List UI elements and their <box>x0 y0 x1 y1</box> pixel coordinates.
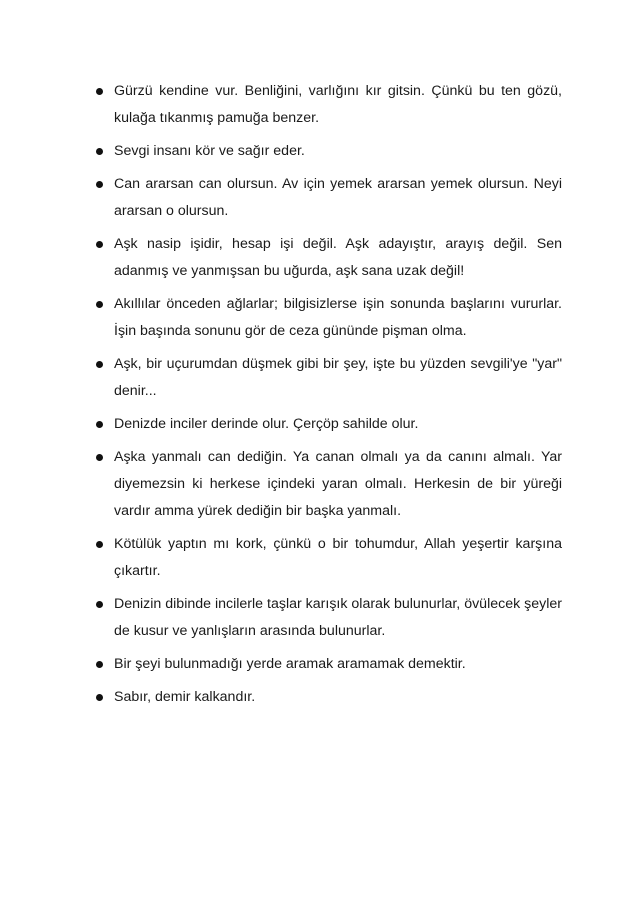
bullet-icon <box>96 148 103 155</box>
quote-text: Bir şeyi bulunmadığı yerde aramak aramamak demektir. <box>114 656 466 672</box>
quote-text: Akıllılar önceden ağlarlar; bilgisizlerse işin sonunda başlarını vururlar. İşin başında sonunu gör de ceza gününde pişman olma. <box>114 296 562 339</box>
quote-text: Sevgi insanı kör ve sağır eder. <box>114 143 305 159</box>
list-item <box>96 231 562 285</box>
list-item <box>96 651 562 678</box>
bullet-icon <box>96 454 103 461</box>
bullet-icon <box>96 241 103 248</box>
bullet-icon <box>96 541 103 548</box>
list-item <box>96 171 562 225</box>
bullet-icon <box>96 694 103 701</box>
quote-list <box>96 78 562 717</box>
bullet-icon <box>96 181 103 188</box>
quote-text: Aşka yanmalı can dediğin. Ya canan olmalı ya da canını almalı. Yar diyemezsin ki herkese içindeki yaran olmalı. Herkesin de bir yüreği vardır amma yürek dediğin bir başka yanmalı. <box>114 449 562 519</box>
quote-text: Denizde inciler derinde olur. Çerçöp sahilde olur. <box>114 416 419 432</box>
list-item <box>96 684 562 711</box>
list-item <box>96 351 562 405</box>
quote-text: Sabır, demir kalkandır. <box>114 689 256 705</box>
bullet-icon <box>96 361 103 368</box>
bullet-icon <box>96 88 103 95</box>
bullet-icon <box>96 421 103 428</box>
bullet-icon <box>96 661 103 668</box>
list-item <box>96 78 562 132</box>
bullet-icon <box>96 301 103 308</box>
list-item <box>96 531 562 585</box>
list-item <box>96 444 562 525</box>
list-item <box>96 411 562 438</box>
quote-text: Aşk, bir uçurumdan düşmek gibi bir şey, işte bu yüzden sevgili'ye "yar" denir... <box>114 356 562 399</box>
bullet-icon <box>96 601 103 608</box>
quote-text: Kötülük yaptın mı kork, çünkü o bir tohumdur, Allah yeşertir karşına çıkartır. <box>114 536 562 579</box>
list-item <box>96 291 562 345</box>
quote-text: Gürzü kendine vur. Benliğini, varlığını kır gitsin. Çünkü bu ten gözü, kulağa tıkanmış pamuğa benzer. <box>114 83 562 126</box>
quote-text: Denizin dibinde incilerle taşlar karışık olarak bulunurlar, övülecek şeyler de kusur ve yanlışların arasında bulunurlar. <box>114 596 562 639</box>
quote-text: Aşk nasip işidir, hesap işi değil. Aşk adayıştır, arayış değil. Sen adanmış ve yanmışsan bu uğurda, aşk sana uzak değil! <box>114 236 562 279</box>
list-item <box>96 138 562 165</box>
quote-text: Can ararsan can olursun. Av için yemek ararsan yemek olursun. Neyi ararsan o olursun. <box>114 176 562 219</box>
list-item <box>96 591 562 645</box>
